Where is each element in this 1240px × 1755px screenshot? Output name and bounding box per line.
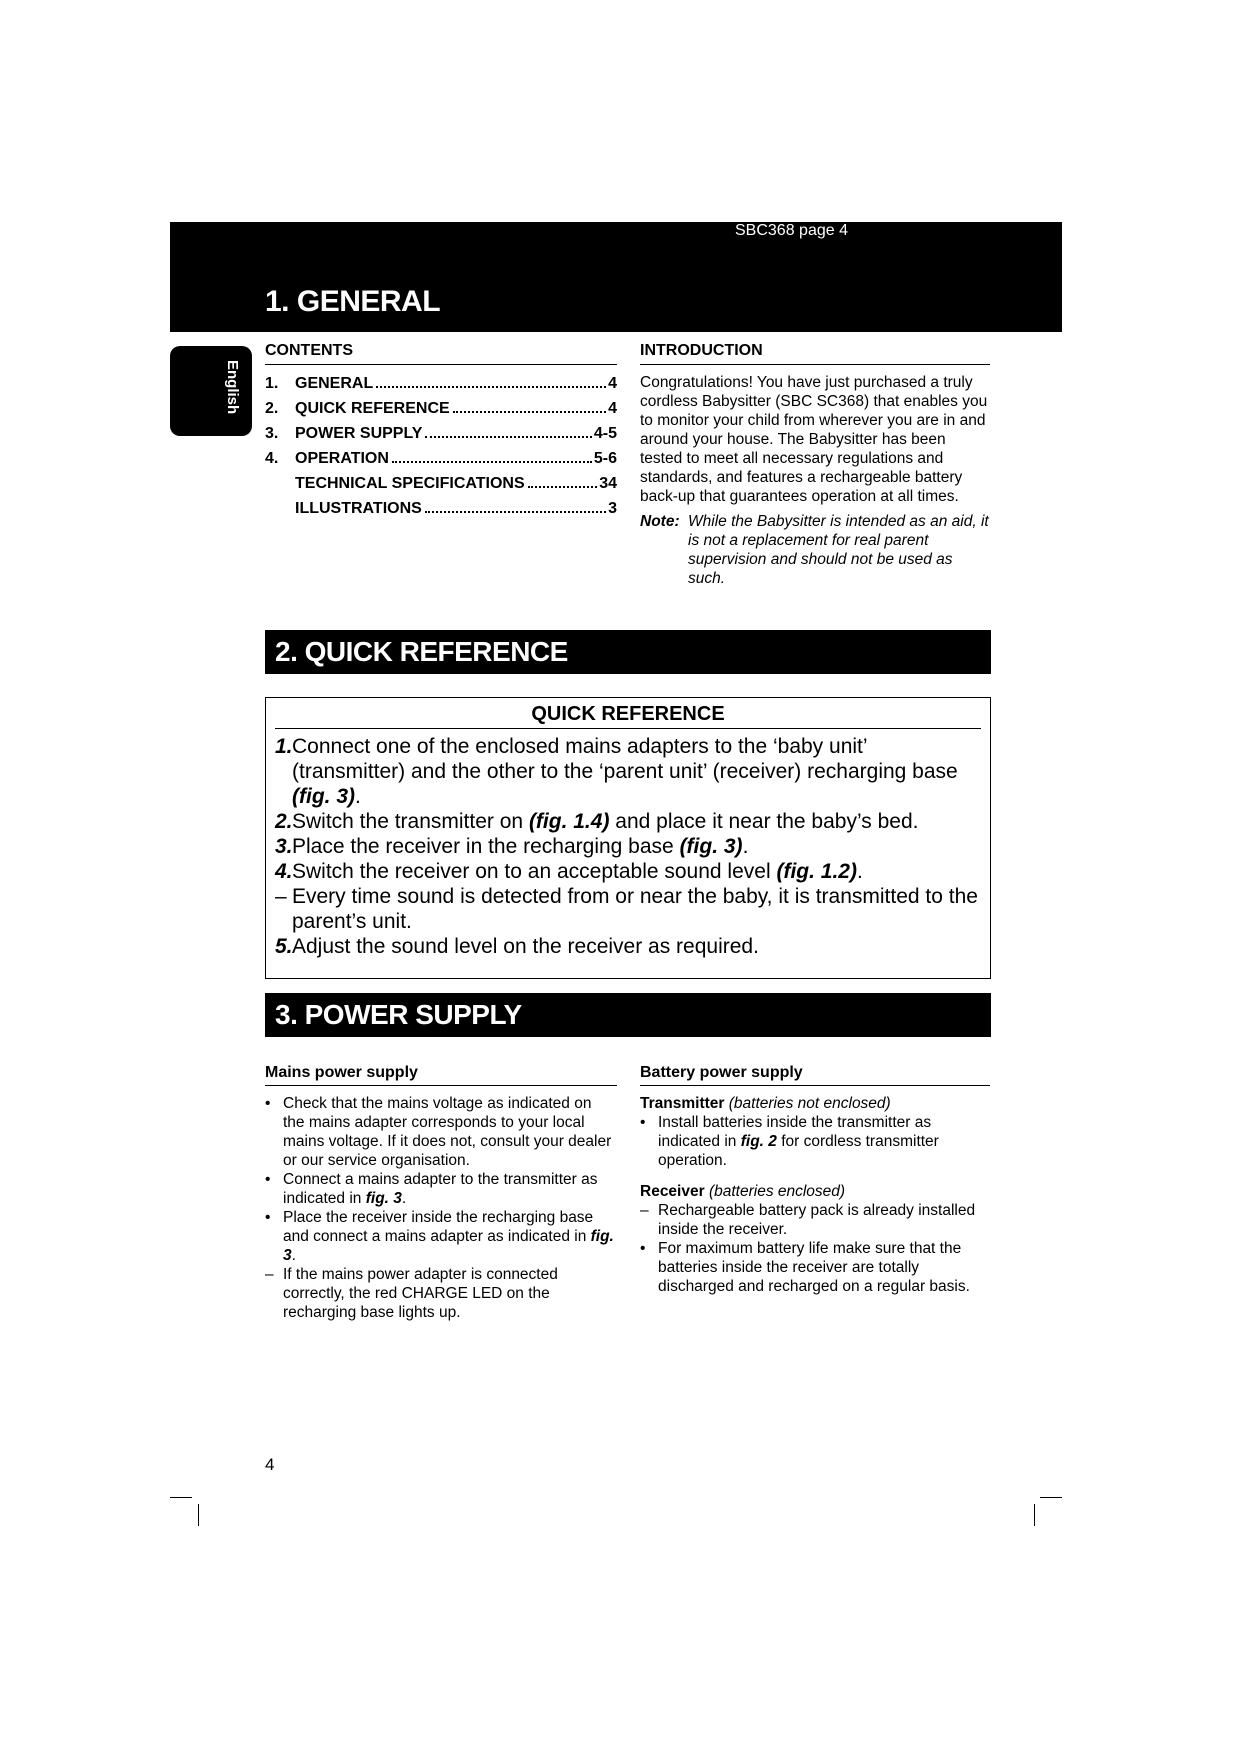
list-item [640, 1113, 990, 1170]
battery-power-section [640, 1063, 990, 1296]
section-title-general: 1. GENERAL [265, 285, 441, 318]
toc-label: GENERAL [295, 375, 374, 392]
toc-item[interactable] [265, 500, 617, 525]
step-number: 4. [275, 860, 293, 883]
contents-heading: CONTENTS [265, 342, 617, 365]
doc-reference: SBC368 page 4 [735, 222, 848, 239]
quick-reference-steps [275, 734, 985, 959]
toc-leader [453, 410, 606, 413]
toc-item[interactable] [265, 400, 617, 425]
battery-heading: Battery power supply [640, 1063, 990, 1086]
toc-label: OPERATION [295, 450, 389, 467]
toc-leader [392, 460, 592, 463]
transmitter-subheading [640, 1094, 990, 1113]
note-text: While the Babysitter is intended as an aid, it is not a replacement for real parent supervision and should not be used as such. [688, 513, 989, 587]
list-item [275, 809, 985, 834]
toc-label: ILLUSTRATIONS [295, 500, 422, 517]
section-title-power-supply: 3. POWER SUPPLY [265, 993, 991, 1037]
crop-mark [170, 1497, 192, 1498]
figure-reference: (fig. 1.2) [776, 860, 857, 883]
receiver-note: (batteries enclosed) [708, 1183, 846, 1200]
receiver-label: Receiver [640, 1183, 705, 1200]
step-number: 3. [275, 835, 293, 858]
figure-reference: (fig. 1.4) [528, 810, 610, 833]
figure-reference: fig. 3 [365, 1190, 402, 1207]
step-text: Place the receiver in the recharging base [292, 835, 680, 858]
section-title-quick-reference: 2. QUICK REFERENCE [265, 630, 991, 674]
toc-page: 4-5 [593, 425, 617, 442]
item-text: Place the receiver inside the recharging base and connect a mains adapter as indicated in [283, 1209, 594, 1245]
toc-label: QUICK REFERENCE [295, 400, 450, 417]
toc-leader [425, 510, 606, 513]
transmitter-list [640, 1113, 990, 1170]
toc-item[interactable] [265, 425, 617, 450]
toc-page: 5-6 [593, 450, 617, 467]
page-number: 4 [265, 1455, 275, 1474]
item-text-end: for cordless transmitter operation. [658, 1133, 939, 1169]
list-item [275, 859, 985, 884]
list-item [640, 1201, 990, 1239]
list-item [640, 1239, 990, 1296]
toc-number: 2. [265, 400, 279, 417]
toc-item[interactable] [265, 475, 617, 500]
quick-reference-title: QUICK REFERENCE [275, 698, 981, 729]
toc-page: 3 [608, 500, 617, 517]
list-item [275, 834, 985, 859]
toc-leader [376, 385, 606, 388]
introduction-section [640, 342, 990, 588]
item-text: For maximum battery life make sure that the batteries inside the receiver are totally discharged and recharged on a regular basis. [658, 1240, 970, 1295]
figure-reference: (fig. 3) [679, 835, 743, 858]
toc-item[interactable] [265, 375, 617, 400]
bullet: • [640, 1114, 646, 1131]
step-text: Switch the transmitter on [292, 810, 529, 833]
figure-reference: fig. 2 [740, 1133, 777, 1150]
step-text-end: . [856, 860, 863, 883]
step-number: 5. [275, 935, 293, 958]
bullet: • [265, 1171, 271, 1188]
step-text-end: and place it near the baby’s bed. [609, 810, 919, 833]
contents-section [265, 342, 617, 525]
toc-number: 4. [265, 450, 279, 467]
crop-mark [1034, 1504, 1035, 1526]
mains-list [265, 1094, 617, 1322]
toc-number: 3. [265, 425, 279, 442]
bullet: • [265, 1095, 271, 1112]
list-item [265, 1208, 617, 1265]
note-label: Note: [640, 513, 680, 530]
item-text: Check that the mains voltage as indicated on the mains adapter corresponds to your local mains voltage. If it does not, consult your dealer or our service organisation. [283, 1095, 612, 1169]
note [640, 512, 990, 588]
step-text-end: . [355, 785, 361, 808]
language-tab [170, 346, 252, 436]
list-item [275, 734, 985, 809]
toc-page: 4 [608, 400, 617, 417]
list-item [265, 1265, 617, 1322]
toc-list [265, 375, 617, 525]
item-text: Connect a mains adapter to the transmitter as indicated in [283, 1171, 598, 1207]
toc-item[interactable] [265, 450, 617, 475]
transmitter-label: Transmitter [640, 1095, 725, 1112]
language-tab-label: English [224, 360, 241, 415]
item-text-end: . [401, 1190, 407, 1207]
introduction-heading: INTRODUCTION [640, 342, 990, 365]
list-item [275, 934, 985, 959]
toc-leader [528, 485, 598, 488]
mains-power-section [265, 1063, 617, 1322]
bullet: – [640, 1202, 649, 1219]
introduction-text: Congratulations! You have just purchased a truly cordless Babysitter (SBC SC368) that enables you to monitor your child from wherever you are in and around your house. The Babysitter has been tested to meet all necessary regulations and standards, and features a rechargeable battery back-up that guarantees operation at all times. [640, 374, 988, 505]
step-dash: – [275, 885, 287, 908]
list-item [265, 1094, 617, 1170]
transmitter-note: (batteries not enclosed) [728, 1095, 891, 1112]
receiver-subheading [640, 1182, 990, 1201]
item-text: If the mains power adapter is connected correctly, the red CHARGE LED on the recharging base lights up. [283, 1266, 558, 1321]
step-text: Connect one of the enclosed mains adapters to the ‘baby unit’ (transmitter) and the other to the ‘parent unit’ (receiver) recharging base [292, 735, 958, 783]
step-text: Switch the receiver on to an acceptable sound level [292, 860, 777, 883]
toc-page: 34 [599, 475, 617, 492]
step-text-end: . [742, 835, 749, 858]
bullet: • [640, 1240, 646, 1257]
figure-reference: fig. 3 [283, 1228, 614, 1264]
item-text: Rechargeable battery pack is already installed inside the receiver. [658, 1202, 976, 1238]
list-item [275, 884, 985, 934]
toc-label: TECHNICAL SPECIFICATIONS [295, 475, 525, 492]
crop-mark [198, 1504, 199, 1526]
toc-leader [425, 435, 591, 438]
bullet: • [265, 1209, 271, 1226]
quick-reference-box [265, 697, 991, 979]
toc-number: 1. [265, 375, 279, 392]
step-text: Adjust the sound level on the receiver as required. [292, 935, 759, 958]
item-text-end: . [291, 1247, 296, 1264]
figure-reference: (fig. 3) [292, 785, 355, 808]
list-item [265, 1170, 617, 1208]
step-text: Every time sound is detected from or near the baby, it is transmitted to the parent’s unit. [292, 885, 978, 933]
bullet: – [265, 1266, 274, 1283]
crop-mark [1040, 1497, 1062, 1498]
toc-label: POWER SUPPLY [295, 425, 423, 442]
receiver-list [640, 1201, 990, 1296]
step-number: 2. [275, 810, 293, 833]
step-number: 1. [275, 735, 293, 758]
mains-heading: Mains power supply [265, 1063, 617, 1086]
toc-page: 4 [608, 375, 617, 392]
item-text: Install batteries inside the transmitter as indicated in [658, 1114, 932, 1150]
